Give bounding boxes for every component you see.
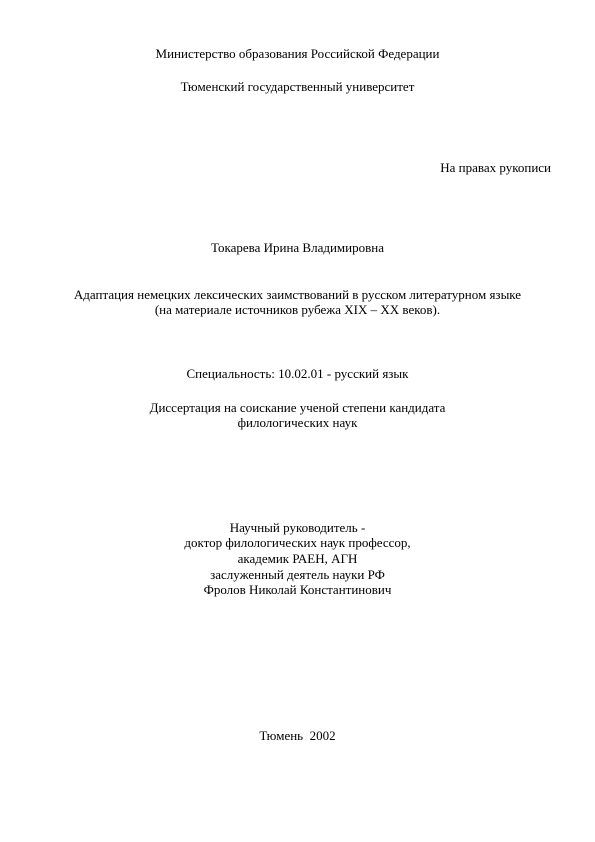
- supervisor-label: Научный руководитель -: [229, 520, 366, 535]
- author-name: Токарева Ирина Владимировна: [211, 240, 384, 255]
- specialty: Специальность: 10.02.01 - русский язык: [186, 366, 409, 381]
- ministry-name: Министерство образования Российской Федерации: [155, 46, 440, 61]
- city-year: Тюмень 2002: [259, 728, 336, 743]
- dissertation-title-line-2: (на материале источников рубежа XIX – XX веков).: [154, 302, 441, 317]
- university-name: Тюменский государственный университет: [180, 79, 415, 94]
- dissertation-title-line-1: Адаптация немецких лексических заимствований в русском литературном языке: [73, 287, 522, 302]
- supervisor-name: Фролов Николай Константинович: [203, 582, 392, 597]
- degree-line-1: Диссертация на соискание ученой степени кандидата: [149, 400, 446, 415]
- manuscript-note: На правах рукописи: [440, 160, 551, 175]
- degree-line-2: филологических наук: [237, 415, 358, 430]
- supervisor-academy: академик РАЕН, АГН: [237, 551, 358, 566]
- supervisor-honorary-title: заслуженный деятель науки РФ: [210, 567, 385, 582]
- supervisor-degree: доктор филологических наук профессор,: [184, 535, 411, 550]
